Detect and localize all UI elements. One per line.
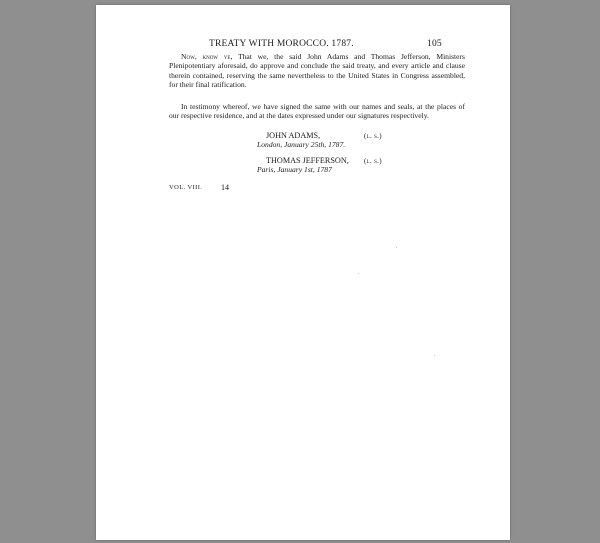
seal-mark-adams: (l. s.) [364,132,382,140]
page-header [96,39,510,53]
document-page [96,5,510,540]
volume-label: VOL. VIII. [169,184,203,191]
paper-speck [434,355,435,356]
signing-place-adams: London, January 25th, 1787. [257,140,346,149]
signature-mark: 14 [221,183,229,192]
signing-place-jefferson: Paris, January 1st, 1787 [257,165,332,174]
signatory-name-adams: JOHN ADAMS, [266,131,321,140]
page-number: 105 [427,39,442,49]
paragraph-lead: Now, know ye, [181,52,233,61]
running-title: TREATY WITH MOROCCO. 1787. [209,39,354,49]
paper-speck [358,273,359,274]
paragraph-testimony: In testimony whereof, we have signed the same with our names and seals, at the places of our respective residence, and at the dates expressed under our signatures respectively. [169,102,465,121]
seal-mark-jefferson: (l. s.) [364,157,382,165]
signatory-name-jefferson: THOMAS JEFFERSON, [266,156,349,165]
paragraph-ratification [169,52,465,89]
paragraph-body: That we, the said John Adams and Thomas Jefferson, Ministers Plenipotentiary aforesaid, do approve and conclude the said treaty, and every article and clause therein contained, reserving the same nevertheless to the United States in Congress assembled, for their final ratification. [169,52,466,89]
paper-speck [396,247,397,248]
